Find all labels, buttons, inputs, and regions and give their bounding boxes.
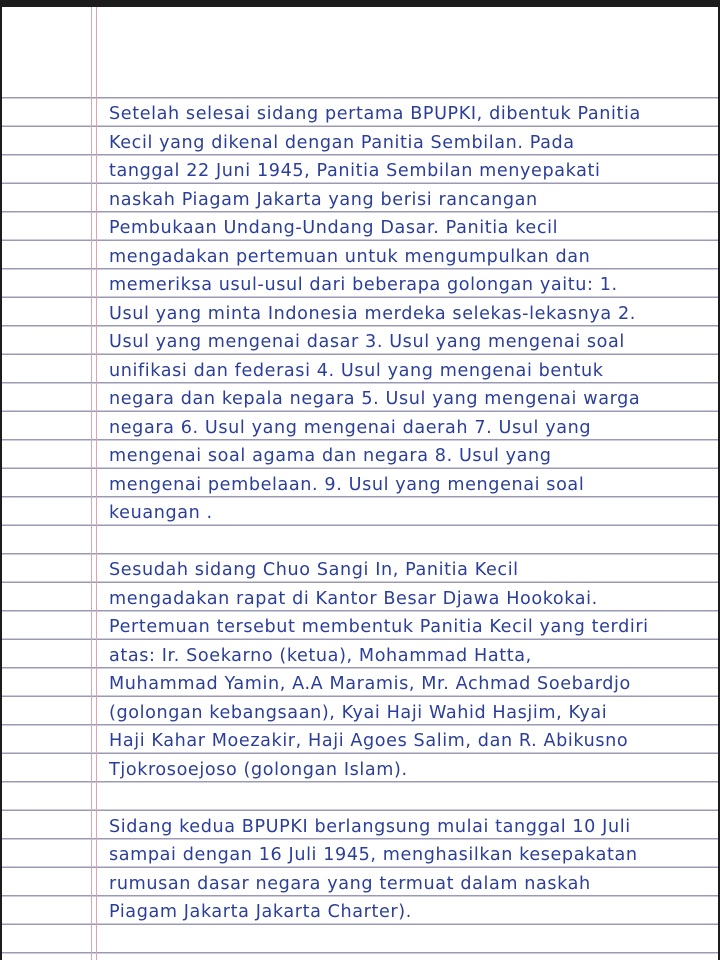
paragraph-panitia-kecil: Sesudah sidang Chuo Sangi In, Panitia Kecil mengadakan rapat di Kantor Besar Djawa Hookokai. Pertemuan tersebut membentuk Panitia Kecil yang terdiri atas: Ir. Soekarno (ketua), Mohammad Hatta, Muhammad Yamin, A.A Maramis, Mr. Achmad Soebardjo (golongan kebangsaan), Kyai Haji Wahid Hasjim, Kyai Haji Kahar Moezakir, Haji Agoes Salim, dan R. Abikusno Tjokrosoejoso (golongan Islam).	[109, 560, 649, 780]
paragraph-sidang-kedua: Sidang kedua BPUPKI berlangsung mulai tanggal 10 Juli sampai dengan 16 Juli 1945, menghasilkan kesepakatan rumusan dasar negara yang termuat dalam naskah Piagam Jakarta Jakarta Charter).	[109, 816, 638, 922]
paragraph-bpupki-panitia-sembilan: Setelah selesai sidang pertama BPUPKI, dibentuk Panitia Kecil yang dikenal dengan Panitia Sembilan. Pada tanggal 22 Juni 1945, Panitia Sembilan menyepakati naskah Piagam Jakarta yang berisi rancangan Pembukaan Undang-Undang Dasar. Panitia kecil mengadakan pertemuan untuk mengumpulkan dan memeriksa usul-usul dari beberapa golongan yaitu: 1. Usul yang minta Indonesia merdeka selekas-lekasnya 2. Usul yang mengenai dasar 3. Usul yang mengenai soal unifikasi dan federasi 4. Usul yang mengenai bentuk negara dan kepala negara 5. Usul yang mengenai warga negara 6. Usul yang mengenai daerah 7. Usul yang mengenai soal agama dan negara 8. Usul yang mengenai pembelaan. 9. Usul yang mengenai soal keuangan .	[109, 104, 641, 523]
margin-line-right	[96, 7, 97, 960]
margin-line-left	[91, 7, 92, 960]
lined-paper	[2, 7, 718, 960]
note-content	[109, 100, 709, 955]
